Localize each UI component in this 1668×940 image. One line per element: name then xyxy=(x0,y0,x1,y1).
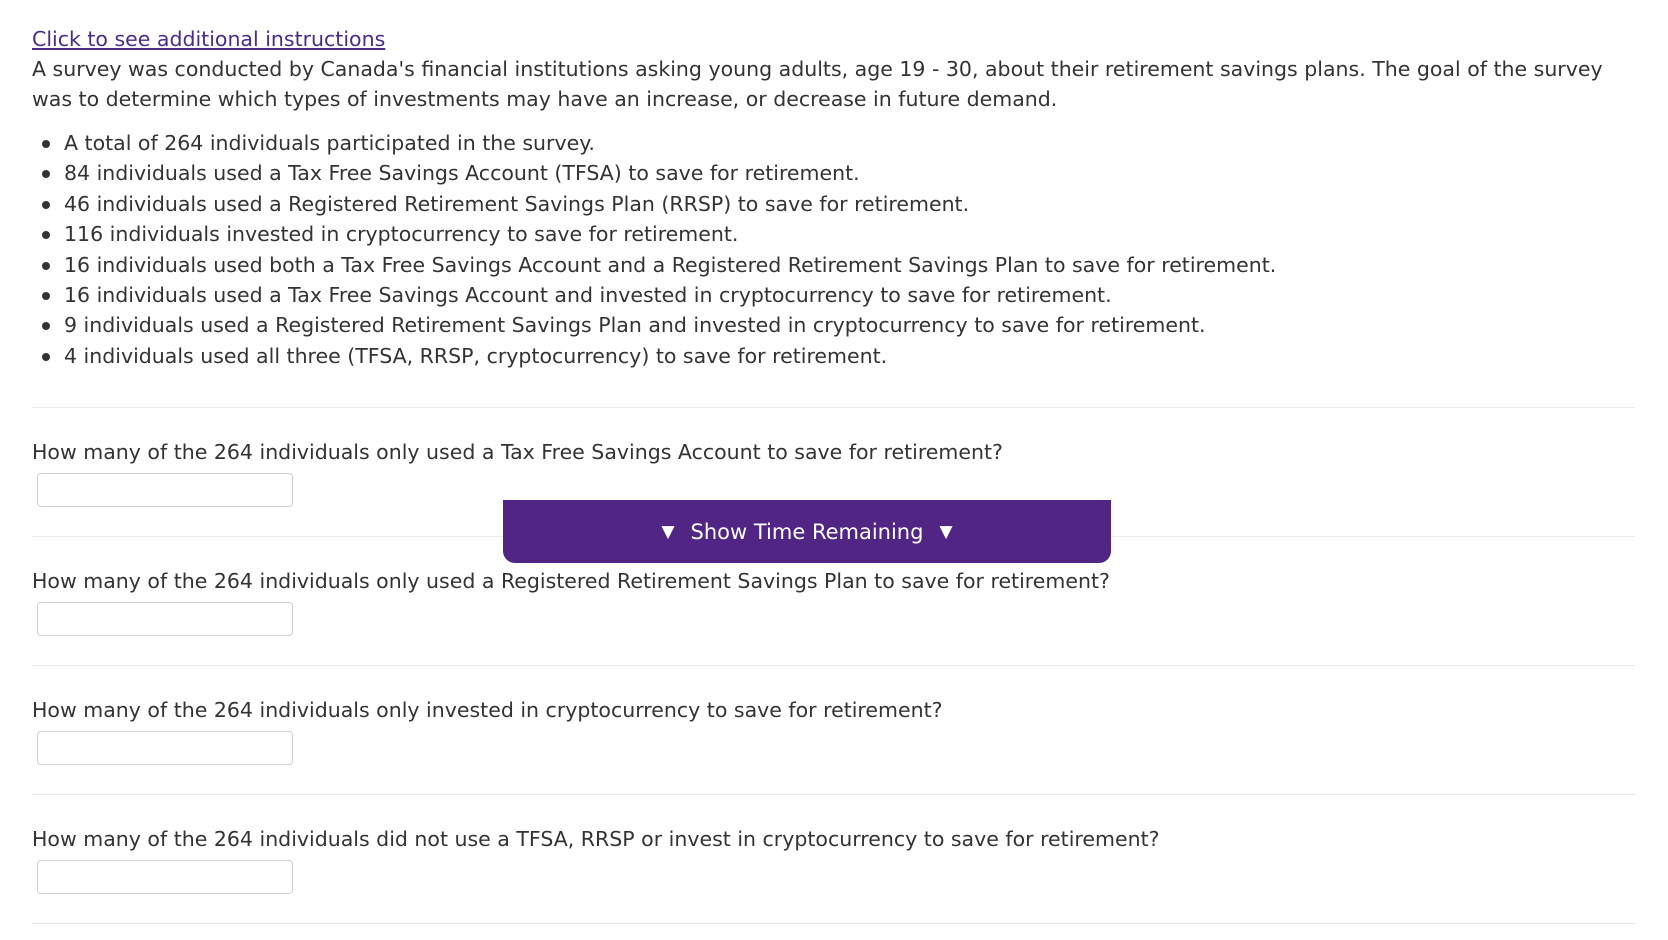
bullet-icon xyxy=(42,322,50,330)
question-2 xyxy=(32,566,1635,636)
triangle-down-icon: ▼ xyxy=(661,521,675,542)
answer-input-4[interactable] xyxy=(37,860,293,894)
list-item: 4 individuals used all three (TFSA, RRSP, cryptocurrency) to save for retirement. xyxy=(32,341,1635,371)
bullet-icon xyxy=(42,201,50,209)
survey-intro-text: A survey was conducted by Canada's financial institutions asking young adults, age 19 - 30, about their retirement savings plans. The goal of the survey was to determine which types of investments may have an increase, or decrease in future demand. xyxy=(32,57,1603,111)
divider xyxy=(32,794,1635,795)
question-text: How many of the 264 individuals only used a Registered Retirement Savings Plan to save for retirement? xyxy=(32,569,1110,593)
bullet-icon xyxy=(42,353,50,361)
list-item: 16 individuals used both a Tax Free Savings Account and a Registered Retirement Savings Plan to save for retirement. xyxy=(32,250,1635,280)
question-text: How many of the 264 individuals only used a Tax Free Savings Account to save for retirement? xyxy=(32,440,1003,464)
bullet-icon xyxy=(42,262,50,270)
question-1 xyxy=(32,437,1635,507)
answer-input-2[interactable] xyxy=(37,602,293,636)
list-item: A total of 264 individuals participated in the survey. xyxy=(32,128,1635,158)
divider xyxy=(32,923,1635,924)
divider xyxy=(32,407,1635,408)
bullet-icon xyxy=(42,231,50,239)
instructions-section xyxy=(32,24,1635,371)
bullet-icon xyxy=(42,170,50,178)
additional-instructions-link[interactable]: Click to see additional instructions xyxy=(32,27,386,51)
question-text: How many of the 264 individuals only invested in cryptocurrency to save for retirement? xyxy=(32,698,943,722)
bullet-icon xyxy=(42,292,50,300)
list-item: 84 individuals used a Tax Free Savings Account (TFSA) to save for retirement. xyxy=(32,158,1635,188)
list-item: 16 individuals used a Tax Free Savings Account and invested in cryptocurrency to save for retirement. xyxy=(32,280,1635,310)
list-item: 9 individuals used a Registered Retirement Savings Plan and invested in cryptocurrency to save for retirement. xyxy=(32,310,1635,340)
question-3 xyxy=(32,695,1635,765)
list-item: 46 individuals used a Registered Retirement Savings Plan (RRSP) to save for retirement. xyxy=(32,189,1635,219)
show-time-remaining-button[interactable] xyxy=(503,500,1111,563)
bullet-icon xyxy=(42,140,50,148)
question-text: How many of the 264 individuals did not use a TFSA, RRSP or invest in cryptocurrency to save for retirement? xyxy=(32,827,1160,851)
timer-label: Show Time Remaining xyxy=(690,519,924,544)
list-item: 116 individuals invested in cryptocurrency to save for retirement. xyxy=(32,219,1635,249)
divider xyxy=(32,665,1635,666)
triangle-down-icon: ▼ xyxy=(939,521,953,542)
question-4 xyxy=(32,824,1635,894)
answer-input-3[interactable] xyxy=(37,731,293,765)
survey-facts-list xyxy=(32,128,1635,371)
answer-input-1[interactable] xyxy=(37,473,293,507)
